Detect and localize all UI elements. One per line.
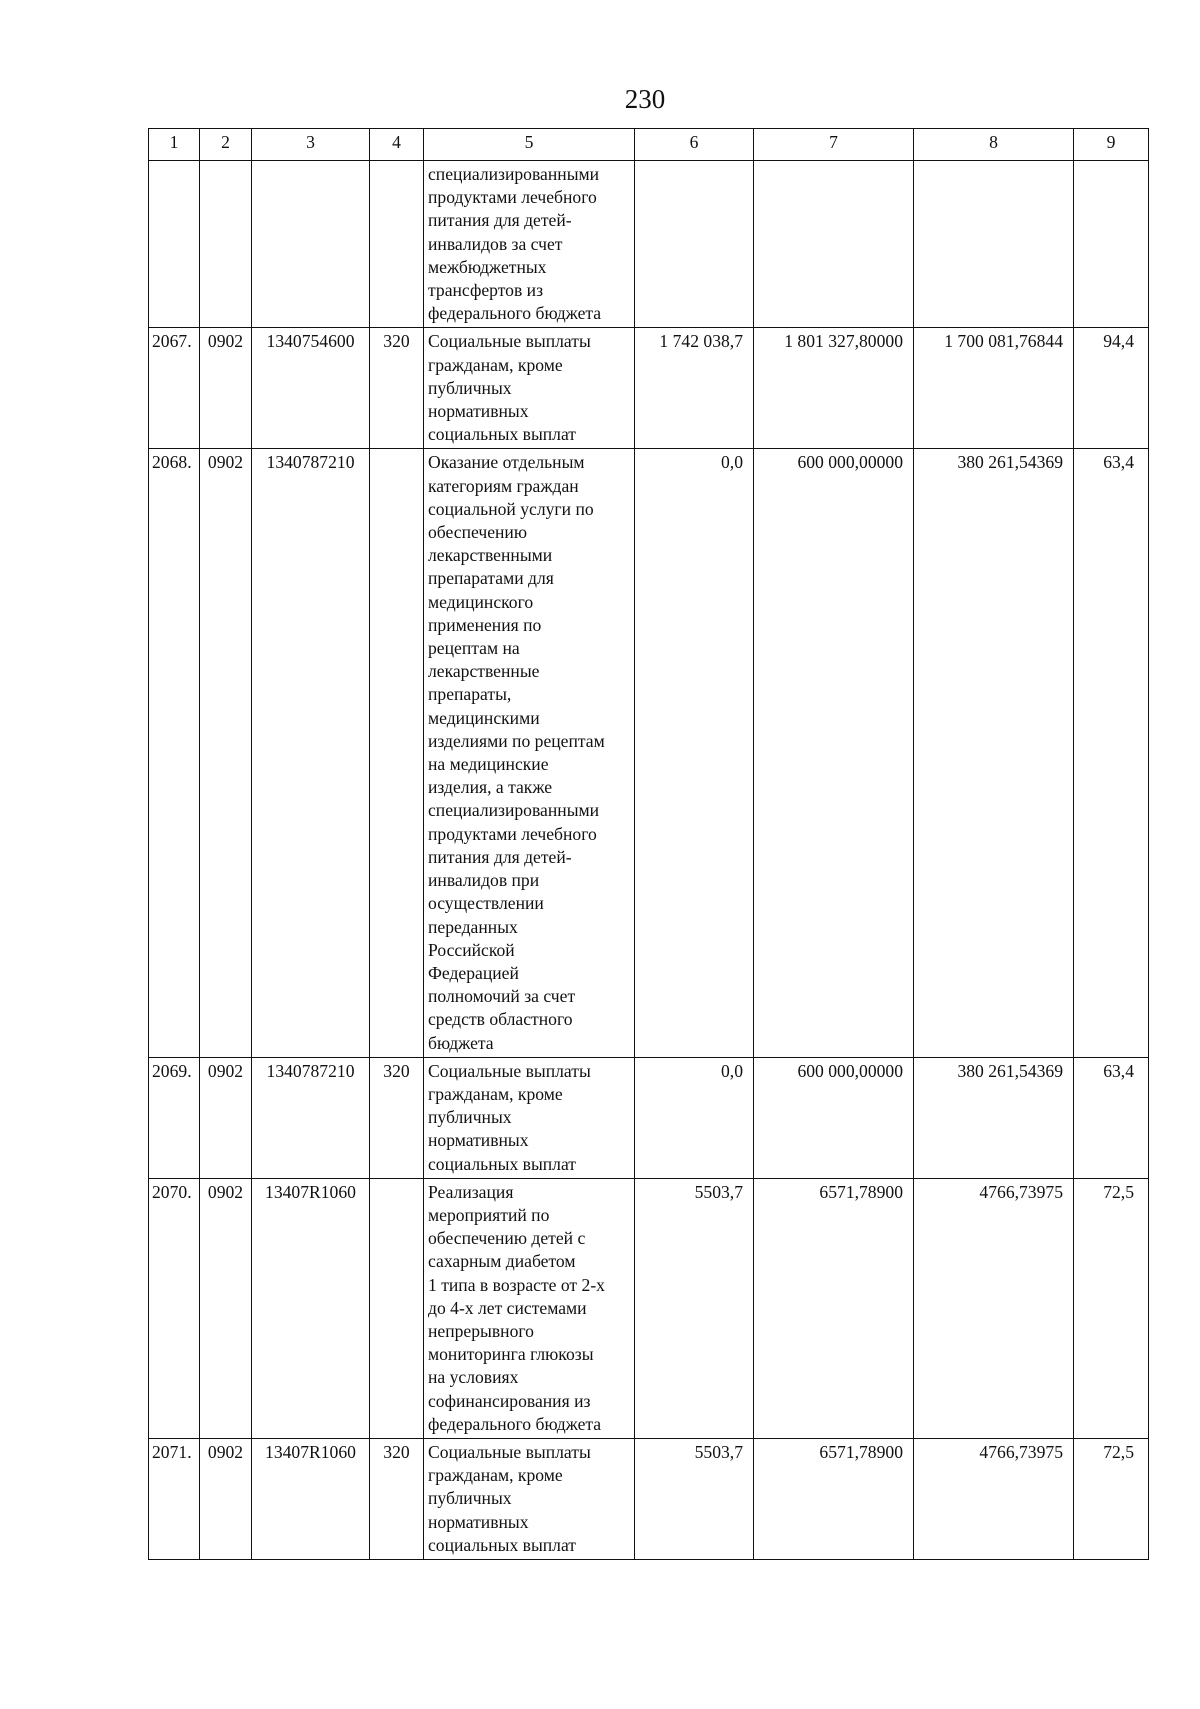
expense-name-line: до 4-х лет системами <box>428 1297 587 1318</box>
row-number-cell: 2067. <box>149 328 200 449</box>
execution-percent-cell: 63,4 <box>1074 449 1149 1057</box>
expense-name-line: нормативных <box>428 401 529 422</box>
section-code-cell <box>200 161 252 328</box>
expense-name-line: препаратами для <box>428 568 554 589</box>
execution-percent-cell: 72,5 <box>1074 1178 1149 1438</box>
expense-name-line: социальных выплат <box>428 1534 577 1555</box>
expense-name-line: Социальные выплаты <box>428 1060 591 1081</box>
row-number-cell: 2069. <box>149 1057 200 1178</box>
header-cell: 2 <box>200 129 252 161</box>
expense-name-line: на медицинские <box>428 754 549 775</box>
row-number-cell: 2070. <box>149 1178 200 1438</box>
expense-name-cell <box>424 449 635 1057</box>
expense-name-line: полномочий за счет <box>428 986 576 1007</box>
expense-name-line: обеспечению <box>428 522 527 543</box>
expense-name-line: изделия, а также <box>428 777 553 798</box>
expense-name-line: питания для детей- <box>428 210 572 231</box>
expense-name-cell <box>424 1438 635 1559</box>
section-code-cell: 0902 <box>200 1057 252 1178</box>
row-number-cell: 2071. <box>149 1438 200 1559</box>
expense-name-line: мониторинга глюкозы <box>428 1344 594 1365</box>
budget-table <box>148 128 1149 1560</box>
execution-percent-cell <box>1074 161 1149 328</box>
target-article-code-cell: 1340754600 <box>252 328 370 449</box>
expense-name-line: рецептам на <box>428 638 520 659</box>
expense-name-line: на условиях <box>428 1367 519 1388</box>
plan-amount-cell: 600 000,00000 <box>754 1057 914 1178</box>
row-number-cell <box>149 161 200 328</box>
expense-name-line: социальной услуги по <box>428 498 594 519</box>
expense-name-cell <box>424 161 635 328</box>
table-row <box>149 1438 1149 1559</box>
header-cell: 5 <box>424 129 635 161</box>
section-code-cell: 0902 <box>200 328 252 449</box>
expense-name-line: нормативных <box>428 1130 529 1151</box>
expense-type-code-cell <box>370 161 424 328</box>
header-cell: 6 <box>635 129 754 161</box>
expense-name-line: публичных <box>428 1107 512 1128</box>
table-row <box>149 328 1149 449</box>
expense-name-line: сахарным диабетом <box>428 1251 576 1272</box>
executed-amount-cell: 4766,73975 <box>914 1438 1074 1559</box>
executed-amount-cell: 380 261,54369 <box>914 1057 1074 1178</box>
expense-name-line: препараты, <box>428 684 512 705</box>
expense-name-cell <box>424 1057 635 1178</box>
expense-name-line: Российской <box>428 939 515 960</box>
header-cell: 4 <box>370 129 424 161</box>
table-row <box>149 1057 1149 1178</box>
expense-name-line: софинансирования из <box>428 1390 591 1411</box>
expense-name-line: специализированными <box>428 164 600 184</box>
table-row <box>149 449 1149 1057</box>
expense-name-line: продуктами лечебного <box>428 823 597 844</box>
expense-name-line: межбюджетных <box>428 256 547 277</box>
executed-amount-cell: 4766,73975 <box>914 1178 1074 1438</box>
page-number: 230 <box>624 84 666 114</box>
target-article-code-cell: 1340787210 <box>252 1057 370 1178</box>
plan-amount-cell <box>754 161 914 328</box>
approved-amount-cell: 0,0 <box>635 449 754 1057</box>
expense-type-code-cell: 320 <box>370 1057 424 1178</box>
expense-name-line: гражданам, кроме <box>428 1465 563 1486</box>
expense-name-line: Социальные выплаты <box>428 1441 591 1462</box>
approved-amount-cell: 1 742 038,7 <box>635 328 754 449</box>
header-cell: 8 <box>914 129 1074 161</box>
row-number-cell: 2068. <box>149 449 200 1057</box>
expense-name-line: трансфертов из <box>428 280 544 301</box>
section-code-cell: 0902 <box>200 1178 252 1438</box>
expense-name-line: гражданам, кроме <box>428 1083 563 1104</box>
expense-name-line: средств областного <box>428 1009 573 1030</box>
section-code-cell: 0902 <box>200 1438 252 1559</box>
expense-name-line: гражданам, кроме <box>428 354 563 375</box>
expense-name-line: применения по <box>428 614 542 635</box>
expense-name-line: бюджета <box>428 1032 494 1053</box>
expense-name-line: специализированными <box>428 800 600 821</box>
target-article-code-cell <box>252 161 370 328</box>
expense-name-line: осуществлении <box>428 893 544 914</box>
expense-name-line: Социальные выплаты <box>428 331 591 352</box>
expense-type-code-cell <box>370 449 424 1057</box>
executed-amount-cell <box>914 161 1074 328</box>
expense-name-line: лекарственные <box>428 661 540 682</box>
expense-name-line: переданных <box>428 916 518 937</box>
expense-name-line: лекарственными <box>428 545 553 566</box>
expense-name-line: изделиями по рецептам <box>428 730 605 751</box>
expense-name-line: 1 типа в возрасте от 2-х <box>428 1274 605 1295</box>
execution-percent-cell: 72,5 <box>1074 1438 1149 1559</box>
expense-name-line: Федерацией <box>428 962 519 983</box>
expense-name-line: федерального бюджета <box>428 1413 602 1434</box>
expense-name-line: продуктами лечебного <box>428 187 597 208</box>
expense-name-line: обеспечению детей с <box>428 1228 586 1249</box>
header-cell: 1 <box>149 129 200 161</box>
target-article-code-cell: 13407R1060 <box>252 1438 370 1559</box>
expense-name-line: нормативных <box>428 1511 529 1532</box>
expense-name-cell <box>424 328 635 449</box>
execution-percent-cell: 94,4 <box>1074 328 1149 449</box>
expense-name-line: непрерывного <box>428 1320 534 1341</box>
header-cell: 3 <box>252 129 370 161</box>
expense-name-line: инвалидов за счет <box>428 233 563 254</box>
executed-amount-cell: 1 700 081,76844 <box>914 328 1074 449</box>
plan-amount-cell: 6571,78900 <box>754 1438 914 1559</box>
approved-amount-cell: 0,0 <box>635 1057 754 1178</box>
expense-name-line: инвалидов при <box>428 870 540 891</box>
expense-name-line: медицинскими <box>428 707 540 728</box>
header-cell: 9 <box>1074 129 1149 161</box>
expense-name-line: социальных выплат <box>428 424 577 445</box>
header-cell: 7 <box>754 129 914 161</box>
expense-name-line: мероприятий по <box>428 1204 550 1225</box>
section-code-cell: 0902 <box>200 449 252 1057</box>
header-row <box>149 129 1149 161</box>
expense-type-code-cell: 320 <box>370 1438 424 1559</box>
table-row <box>149 1178 1149 1438</box>
expense-name-line: публичных <box>428 1488 512 1509</box>
expense-name-line: Оказание отдельным <box>428 452 585 473</box>
expense-type-code-cell <box>370 1178 424 1438</box>
expense-name-line: Реализация <box>428 1181 514 1202</box>
approved-amount-cell <box>635 161 754 328</box>
expense-name-line: медицинского <box>428 591 534 612</box>
table-body <box>149 129 1149 1560</box>
expense-name-line: питания для детей- <box>428 846 572 867</box>
approved-amount-cell: 5503,7 <box>635 1438 754 1559</box>
target-article-code-cell: 13407R1060 <box>252 1178 370 1438</box>
table-row <box>149 161 1149 328</box>
expense-name-cell <box>424 1178 635 1438</box>
expense-name-line: категориям граждан <box>428 475 579 496</box>
approved-amount-cell: 5503,7 <box>635 1178 754 1438</box>
target-article-code-cell: 1340787210 <box>252 449 370 1057</box>
plan-amount-cell: 600 000,00000 <box>754 449 914 1057</box>
expense-type-code-cell: 320 <box>370 328 424 449</box>
plan-amount-cell: 6571,78900 <box>754 1178 914 1438</box>
executed-amount-cell: 380 261,54369 <box>914 449 1074 1057</box>
execution-percent-cell: 63,4 <box>1074 1057 1149 1178</box>
expense-name-line: публичных <box>428 377 512 398</box>
plan-amount-cell: 1 801 327,80000 <box>754 328 914 449</box>
expense-name-line: социальных выплат <box>428 1153 577 1174</box>
expense-name-line: федерального бюджета <box>428 303 602 324</box>
